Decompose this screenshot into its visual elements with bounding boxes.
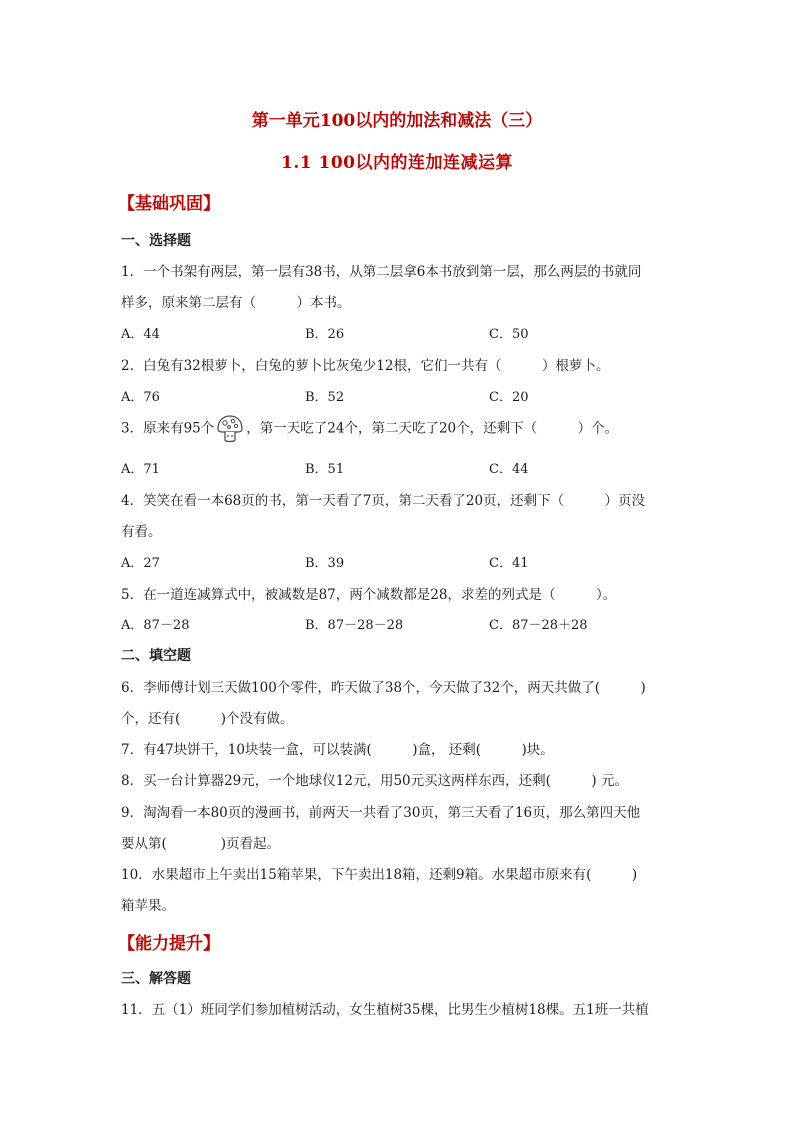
question-1-option-c: C．50 [489,327,529,342]
question-9-line-2: 要从第( )页看起。 [121,836,281,852]
page-subtitle: 1.1 100以内的连加连减运算 [281,153,513,173]
part-solve-heading: 三、解答题 [121,971,191,987]
question-3-text-end: ，第一天吃了24个，第二天吃了20个，还剩下（ ）个。 [246,420,619,437]
question-11-line-1: 11．五（1）班同学们参加植树活动，女生植树35棵，比男生少植树18棵。五1班一共植 [121,1002,649,1018]
question-5-line-1: 5．在一道连减算式中，被减数是87，两个减数都是28，求差的列式是（ ）。 [121,587,617,603]
question-2-option-a: A．76 [121,390,160,405]
section-advanced: 【能力提升】 [118,934,220,954]
question-5-option-c: C．87－28＋28 [489,618,588,633]
question-3-option-c: C．44 [489,462,529,477]
question-5-option-a: A．87－28 [121,618,190,633]
question-2-line-1: 2．白兔有32根萝卜，白兔的萝卜比灰兔少12根，它们一共有（ ）根萝卜。 [121,358,610,374]
question-3-line-1 [121,414,618,444]
question-10-line-1: 10．水果超市上午卖出15箱苹果，下午卖出18箱，还剩9箱。水果超市原来有( ) [121,867,638,883]
question-5-option-b: B．87－28－28 [305,618,404,633]
question-1-option-b: B．26 [305,327,345,342]
mushroom-icon [215,414,245,444]
question-2-option-b: B．52 [305,390,345,405]
question-4-option-b: B．39 [305,556,345,571]
question-4-line-1: 4．笑笑在看一本68页的书，第一天看了7页，第二天看了20页，还剩下（ ）页没 [121,493,646,509]
question-1-line-2: 样多，原来第二层有（ ）本书。 [121,295,351,311]
question-4-option-a: A．27 [121,556,160,571]
part-fill-heading: 二、填空题 [121,648,191,664]
question-4-line-2: 有看。 [121,524,162,540]
question-1-line-1: 1．一个书架有两层，第一层有38书，从第二层拿6本书放到第一层，那么两层的书就同 [121,264,642,280]
question-7-line-1: 7．有47块饼干，10块装一盒，可以装满( )盒， 还剩( )块。 [121,742,554,758]
question-6-line-2: 个，还有( )个没有做。 [121,711,294,727]
question-6-line-1: 6．李师傅计划三天做100个零件，昨天做了38个，今天做了32个，两天共做了( ) [121,680,646,696]
question-3-text-start: 3．原来有95个 [121,420,215,437]
question-1-option-a: A．44 [121,327,160,342]
part-choice-heading: 一、选择题 [121,233,191,249]
section-basic: 【基础巩固】 [118,194,220,214]
question-8-line-1: 8．买一台计算器29元，一个地球仪12元，用50元买这两样东西，还剩( ) 元。 [121,773,628,789]
question-4-option-c: C．41 [489,556,529,571]
question-2-option-c: C．20 [489,390,529,405]
question-3-option-b: B．51 [305,462,345,477]
question-10-line-2: 箱苹果。 [121,898,175,914]
page-title: 第一单元100以内的加法和减法（三） [251,111,543,131]
question-9-line-1: 9．淘淘看一本80页的漫画书，前两天一共看了30页，第三天看了16页，那么第四天他 [121,805,641,821]
question-3-option-a: A．71 [121,462,160,477]
